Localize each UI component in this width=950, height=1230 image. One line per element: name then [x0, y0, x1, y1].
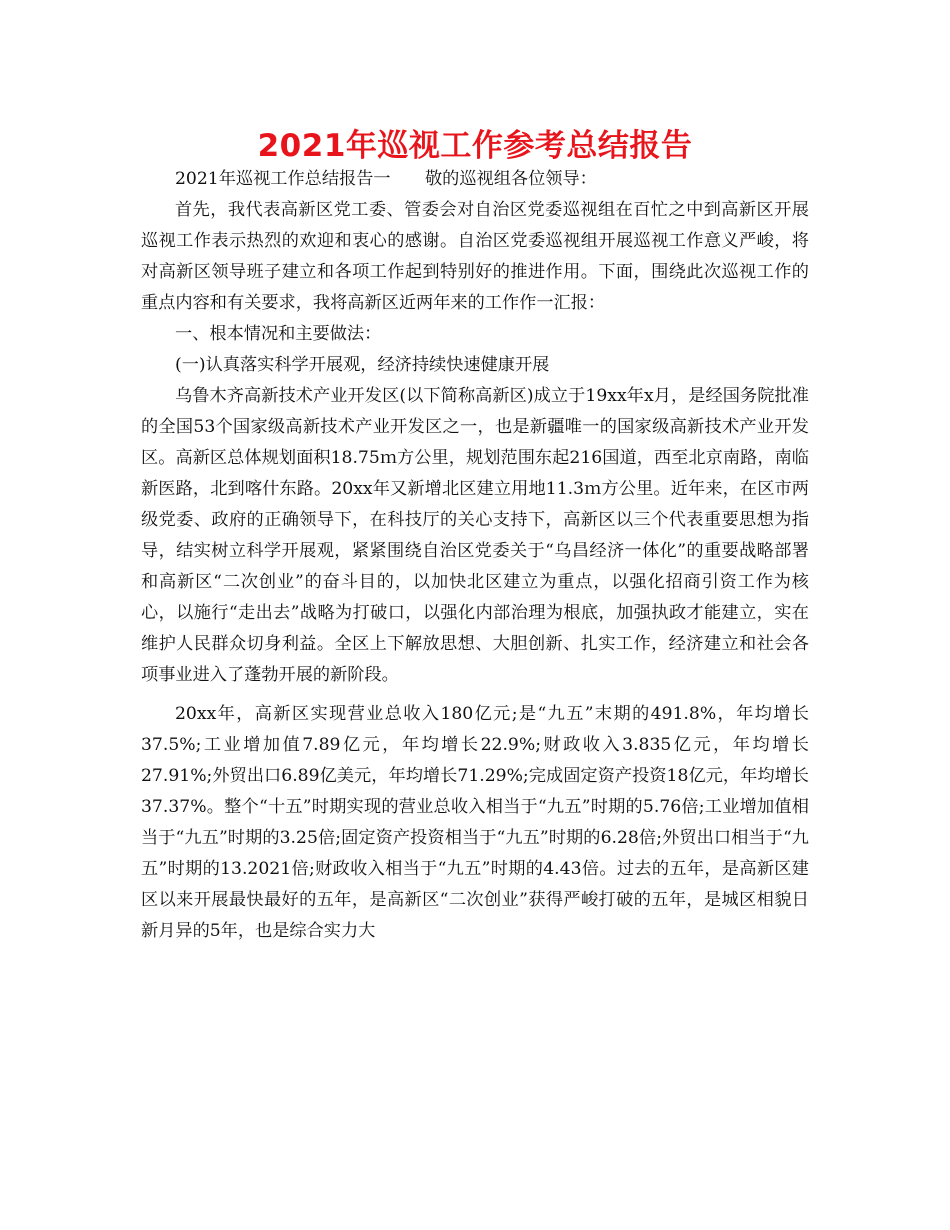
subsection-heading: (一)认真落实科学开展观，经济持续快速健康开展: [175, 355, 550, 375]
paragraph-overview: 乌鲁木齐高新技术产业开发区(以下简称高新区)成立于19xx年x月，是经国务院批准的全国53个国家级高新技术产业开发区之一，也是新疆唯一的国家级高新技术产业开发区。高新区总体规划面积18.75ｍ方公里，规划范围东起216国道，西至北京南路，南临新医路，北到喀什东路。20xx年又新增北区建立用地11.3ｍ方公里。近年来，在区市两级党委、政府的正确领导下，在科技厅的关心支持下，高新区以三个代表重要思想为指导，结实树立科学开展观，紧紧围绕自治区党委关于“乌昌经济一体化”的重要战略部署和高新区“二次创业”的奋斗目的，以加快北区建立为重点，以强化招商引资工作为核心，以施行“走出去”战略为打破口，以强化内部治理为根底，加强执政才能建立，实在维护人民群众切身利益。全区上下解放思想、大胆创新、扎实工作，经济建立和社会各项事业进入了蓬勃开展的新阶段。: [141, 386, 809, 685]
paragraph-statistics: 20xx年，高新区实现营业总收入180亿元;是“九五”末期的491.8%，年均增长37.5%;工业增加值7.89亿元，年均增长22.9%;财政收入3.835亿元，年均增长27.91%;外贸出口6.89亿美元，年均增长71.29%;完成固定资产投资18亿元，年均增长37.37%。整个“十五”时期实现的营业总收入相当于“九五”时期的5.76倍;工业增加值相当于“九五”时期的3.25倍;固定资产投资相当于“九五”时期的6.28倍;外贸出口相当于“九五”时期的13.2021倍;财政收入相当于“九五”时期的4.43倍。过去的五年，是高新区建区以来开展最快最好的五年，是高新区“二次创业”获得严峻打破的五年，是城区相貌日新月异的5年，也是综合实力大: [141, 704, 809, 941]
paragraph-intro: 首先，我代表高新区党工委、管委会对自治区党委巡视组在百忙之中到高新区开展巡视工作表示热烈的欢迎和衷心的感谢。自治区党委巡视组开展巡视工作意义严峻，将对高新区领导班子建立和各项工作起到特别好的推进作用。下面，围绕此次巡视工作的重点内容和有关要求，我将高新区近两年来的工作作一汇报：: [141, 200, 809, 313]
section-heading: 一、根本情况和主要做法：: [175, 324, 382, 344]
paragraph-opening: 2021年巡视工作总结报告一 敬的巡视组各位领导：: [175, 169, 597, 189]
document-title: 2021年巡视工作参考总结报告: [257, 128, 693, 164]
document-body: [141, 164, 809, 947]
